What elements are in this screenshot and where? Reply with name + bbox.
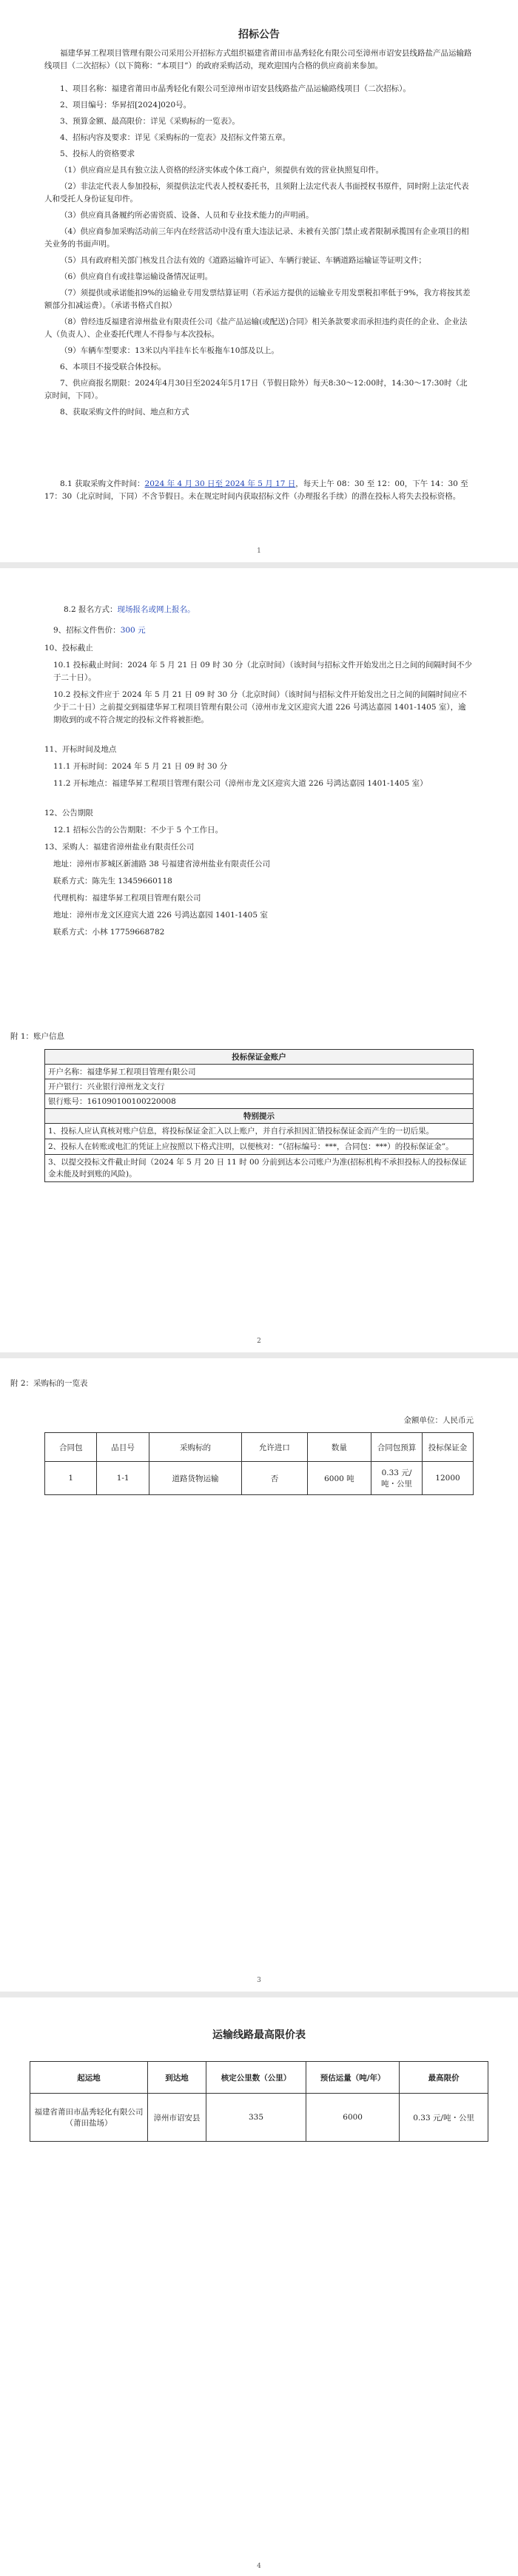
attachment-1-title: 附 1：账户信息 [10, 1032, 65, 1041]
procurement-header-row [45, 1433, 474, 1462]
item-8-1 [44, 478, 474, 503]
notice-header: 特别提示 [45, 1109, 474, 1124]
deadline-line: 12、公告期限 [44, 809, 93, 817]
cell-deposit: 12000 [423, 1462, 474, 1495]
table-row [30, 2094, 488, 2142]
item-8-1-label: 8.1 获取采购文件时间： [60, 479, 145, 488]
col-origin: 起运地 [30, 2062, 148, 2094]
requirement-item: 7、供应商报名期限：2024年4月30日至2024年5月17日（节假日除外）每天8:30～12:00时，14:30～17:30时（北京时间，下同）。 [44, 379, 468, 400]
deadline-line: 联系方式：小林 17759668782 [53, 928, 165, 937]
col-item-no: 品目号 [97, 1433, 149, 1462]
notice-1: 1、投标人应认真核对账户信息，将投标保证金汇入以上账户，并自行承担因汇错投标保证金而产生的一切后果。 [45, 1124, 474, 1139]
item-9 [53, 624, 146, 637]
account-name: 开户名称：福建华昇工程项目管理有限公司 [45, 1065, 474, 1079]
requirement-item: 3、预算金额、最高限价：详见《采购标的一览表》。 [60, 117, 240, 126]
deadline-line: 11.1 开标时间：2024 年 5 月 21 日 09 时 30 分 [53, 762, 228, 771]
cell-budget: 0.33 元/吨・公里 [371, 1462, 423, 1495]
requirement-item: （8）曾经违反福建省漳州盐业有限责任公司《盐产品运输(或配送)合同》相关条款要求而承担违约责任的企业、企业法人（负责人）、企业委托代理人不得参与本次投标。 [44, 317, 468, 339]
cell-quantity: 6000 吨 [307, 1462, 371, 1495]
deadline-line: 11、开标时间及地点 [44, 745, 117, 754]
requirement-item: 2、项目编号：华昇招[2024]020号。 [60, 101, 192, 109]
bank-account-table [44, 1049, 474, 1182]
item-9-label: 9、招标文件售价： [53, 626, 121, 635]
col-budget: 合同包预算 [371, 1433, 423, 1462]
item-8-2-value: 现场报名或网上报名。 [117, 605, 195, 614]
bank-table-header: 投标保证金账户 [45, 1050, 474, 1065]
price-limit-table [30, 2061, 488, 2142]
announcement-title: 招标公告 [238, 29, 280, 41]
col-contract: 合同包 [45, 1433, 97, 1462]
col-max-price: 最高限价 [400, 2062, 488, 2094]
requirement-item: 4、招标内容及要求：详见《采购标的一览表》及招标文件第五章。 [60, 133, 291, 142]
deadline-line: 地址：漳州市龙文区迎宾大道 226 号鸿达嘉园 1401-1405 室 [53, 911, 268, 920]
requirement-item: （6）供应商自有或挂靠运输设备情况证明。 [60, 272, 213, 281]
requirement-item: 6、本项目不接受联合体投标。 [60, 363, 166, 371]
item-8-2 [64, 604, 195, 616]
bank-name: 开户银行：兴业银行漳州龙文支行 [45, 1079, 474, 1094]
page-number: 2 [257, 1338, 261, 1345]
cell-volume: 6000 [306, 2094, 399, 2142]
attachment-2-title: 附 2：采购标的一览表 [10, 1379, 88, 1388]
requirement-item: 5、投标人的资格要求 [60, 149, 135, 158]
cell-destination: 漳州市诏安县 [148, 2094, 206, 2142]
requirement-item: （4）供应商参加采购活动前三年内在经营活动中没有重大违法记录、未被有关部门禁止或者限制承揽国有企业项目的相关业务的书面声明。 [44, 227, 469, 249]
requirement-item: 1、项目名称：福建省莆田市晶秀轻化有限公司至漳州市诏安县线路盐产品运输路线项目（二次招标）。 [60, 84, 411, 93]
cell-subject: 道路货物运输 [149, 1462, 241, 1495]
cell-import: 否 [242, 1462, 308, 1495]
col-quantity: 数量 [307, 1433, 371, 1462]
currency-unit: 金额单位：人民币元 [403, 1416, 474, 1425]
deadline-line: 10.1 投标截止时间：2024 年 5 月 21 日 09 时 30 分（北京时间）（该时间与招标文件开始发出之日之间的间隔时间不少于二十日）。 [53, 661, 472, 682]
col-subject: 采购标的 [149, 1433, 241, 1462]
intro-paragraph: 福建华昇工程项目管理有限公司采用公开招标方式组织福建省莆田市晶秀轻化有限公司至漳州市诏安县线路盐产品运输路线项目（二次招标）（以下简称：“本项目”）的政府采购活动，现欢迎国内合格的供应商前来参加。 [44, 49, 472, 70]
requirement-item: （9）车辆车型要求：13米以内半挂车长车板拖车10部及以上。 [60, 346, 279, 355]
page-number: 4 [257, 2563, 261, 2570]
page-number: 1 [257, 547, 261, 555]
requirement-item: （2）非法定代表人参加投标，须提供法定代表人授权委托书，且须附上法定代表人书面授权书原件，同时附上法定代表人和受托人身份证复印件。 [44, 182, 469, 203]
requirement-item: （7）须提供或承诺能扣9%的运输业专用发票结算证明（若承运方提供的运输业专用发票税扣率低于9%，我方将按其差额部分扣减运费）。（承诺书格式自拟） [44, 289, 471, 310]
page-1 [0, 0, 518, 562]
deadline-line: 12.1 招标公告的公告期限：不少于 5 个工作日。 [53, 826, 223, 834]
requirement-item: （1）供应商应是具有独立法人资格的经济实体或个体工商户，须提供有效的营业执照复印件。 [60, 166, 384, 175]
requirement-item: （3）供应商具备履约所必需资质、设备、人员和专业技术能力的声明函。 [60, 211, 314, 220]
cell-origin: 福建省莆田市晶秀轻化有限公司（莆田盐场） [30, 2094, 148, 2142]
deadline-text: 10.2 投标文件应于 2024 年 5 月 21 日 09 时 30 分（北京时间）（该时间与招标文件开始发出之日之间的间隔时间应不少于二十日）之前提交到福建华昇工程项目管理有限公司（漳州市龙文区迎宾大道 226 号鸿达嘉园 1401-1405 室），逾期收到的或不符合规定的投标文件将被拒绝。 [53, 690, 467, 724]
col-volume: 预估运量（吨/年） [306, 2062, 399, 2094]
page-2 [0, 568, 518, 1352]
table-row [45, 1462, 474, 1495]
page-4 [0, 1997, 518, 2576]
notice-3: 3、以提交投标文件截止时间（2024 年 5 月 20 日 11 时 00 分前到达本公司账户为准(招标机构不承担投标人的投标保证金未能及时到账的风险)。 [45, 1155, 474, 1182]
col-destination: 到达地 [148, 2062, 206, 2094]
price-table-title: 运输线路最高限价表 [212, 2029, 306, 2041]
col-distance: 核定公里数（公里） [206, 2062, 306, 2094]
col-import: 允许进口 [242, 1433, 308, 1462]
cell-item-no: 1-1 [97, 1462, 149, 1495]
procurement-table [44, 1432, 474, 1495]
col-deposit: 投标保证金 [423, 1433, 474, 1462]
account-number: 银行账号：161090100100220008 [45, 1094, 474, 1109]
deadline-line: 13、采购人：福建省漳州盐业有限责任公司 [44, 843, 195, 852]
item-8-1-date: 2024 年 4 月 30 日至 2024 年 5 月 17 日 [144, 479, 296, 488]
deadline-line: 联系方式：陈先生 13459660118 [53, 877, 172, 886]
deadline-line: 11.2 开标地点：福建华昇工程项目管理有限公司（漳州市龙文区迎宾大道 226 号鸿达嘉园 1401-1405 室） [53, 779, 428, 788]
deadline-line: 地址：漳州市芗城区新浦路 38 号福建省漳州盐业有限责任公司 [53, 860, 271, 869]
price-header-row [30, 2062, 488, 2094]
cell-max-price: 0.33 元/吨・公里 [400, 2094, 488, 2142]
notice-2: 2、投标人在转账或电汇的凭证上应按照以下格式注明，以便核对：“（招标编号：***，合同包：***）的投标保证金”。 [45, 1139, 474, 1155]
deadline-line: 代理机构：福建华昇工程项目管理有限公司 [53, 894, 201, 903]
cell-contract: 1 [45, 1462, 97, 1495]
page-number: 3 [257, 1977, 261, 1984]
requirement-item: （5）具有政府相关部门核发且合法有效的《道路运输许可证》、车辆行驶证、车辆道路运输证等证明文件； [60, 256, 426, 265]
page-3 [0, 1358, 518, 1992]
cell-distance: 335 [206, 2094, 306, 2142]
deadline-line: 10、投标截止 [44, 644, 93, 653]
item-8-1-text: ，每天上午 08：30 至 12：00，下午 14：30 至 17：30（北京时间，下同）不含节假日。未在规定时间内获取招标文件（办理报名手续）的潜在投标人将失去投标资格。 [44, 479, 468, 501]
item-8-2-label: 8.2 报名方式： [64, 605, 118, 614]
item-9-value: 300 元 [120, 626, 146, 635]
requirement-item: 8、获取采购文件的时间、地点和方式 [60, 408, 189, 417]
